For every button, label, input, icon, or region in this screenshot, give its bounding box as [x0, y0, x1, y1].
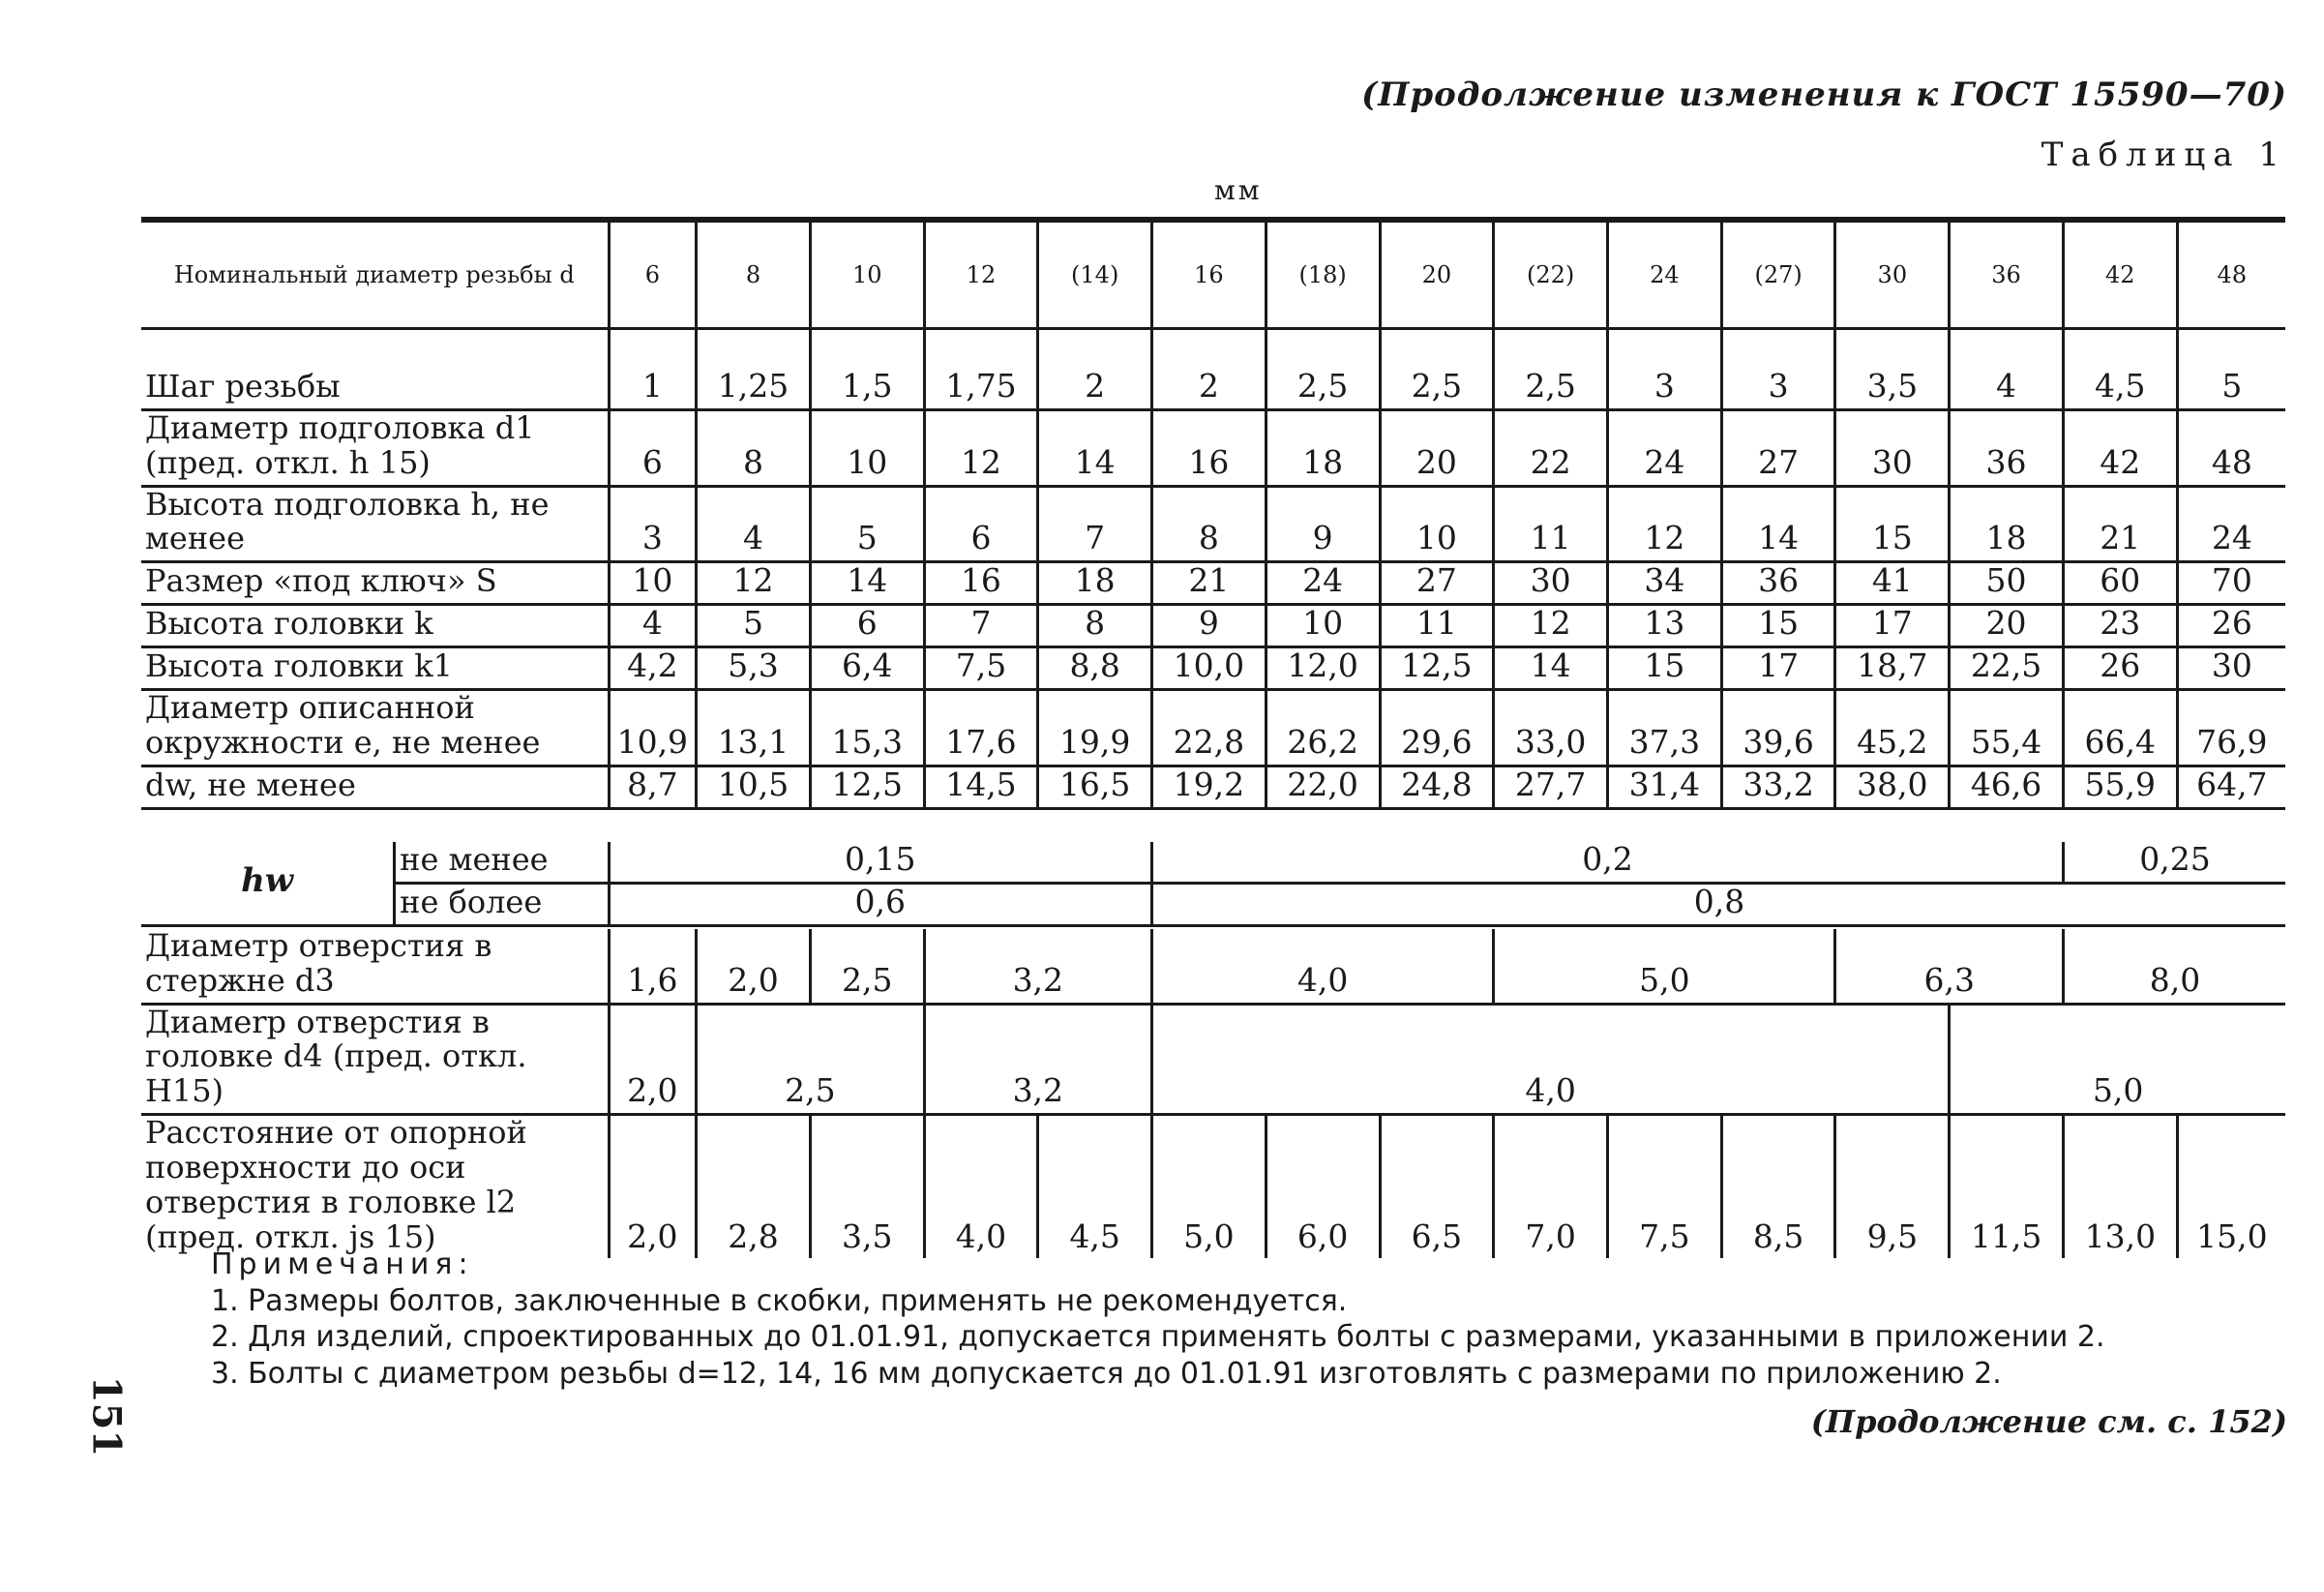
table-cell: 16,5: [1038, 766, 1152, 808]
table-cell: 14: [1721, 486, 1835, 562]
table-cell: 6,0: [1266, 1115, 1380, 1259]
table-cell: 5,0: [1152, 1115, 1266, 1259]
row-hw-max: [141, 883, 2285, 925]
table-cell: 4,5: [1038, 1115, 1152, 1259]
table-cell: 24: [1266, 562, 1380, 605]
table-cell: 24: [1607, 409, 1721, 486]
table-cell: 7,5: [924, 647, 1038, 690]
hw-max-label: не более: [395, 883, 609, 925]
table-cell: 21: [1152, 562, 1266, 605]
table-cell: 30: [1494, 562, 1608, 605]
row-head-height-k1: [141, 647, 2285, 690]
units-label: мм: [1214, 174, 1263, 206]
diameter-header: (22): [1494, 220, 1608, 329]
diameter-header: 6: [609, 220, 697, 329]
table-cell: 12,5: [810, 766, 924, 808]
table-cell: 31,4: [1607, 766, 1721, 808]
bolt-dimensions-table: [141, 217, 2285, 810]
table-cell: 76,9: [2177, 690, 2285, 766]
table-cell: 22: [1494, 409, 1608, 486]
table-cell: 13,1: [697, 690, 811, 766]
table-cell: 7,5: [1608, 1115, 1722, 1259]
table-cell: 4: [697, 486, 811, 562]
table-cell: 4,0: [924, 1115, 1038, 1259]
table-cell: 5,0: [1950, 1004, 2285, 1114]
table-cell: 17: [1721, 647, 1835, 690]
row-neck-height: [141, 486, 2285, 562]
table-cell: 0,8: [1152, 883, 2285, 925]
table-cell: 8: [1152, 486, 1266, 562]
table-cell: 34: [1607, 562, 1721, 605]
table-cell: 10: [1380, 486, 1494, 562]
table-cell: 23: [2063, 605, 2177, 647]
table-cell: 3,5: [1835, 369, 1950, 409]
diameter-header: 10: [810, 220, 924, 329]
table-cell: 8,0: [2063, 929, 2285, 1004]
table-cell: 19,2: [1152, 766, 1266, 808]
table-cell: 4,0: [1152, 929, 1494, 1004]
row-neck-diameter: [141, 409, 2285, 486]
table-cell: 5,3: [697, 647, 811, 690]
row-label: Шаг резьбы: [141, 369, 609, 409]
table-cell: 5,0: [1494, 929, 1835, 1004]
table-cell: 11,5: [1950, 1115, 2064, 1259]
table-cell: 16: [924, 562, 1038, 605]
table-cell: 4: [1950, 369, 2064, 409]
table-cell: 14,5: [924, 766, 1038, 808]
table-cell: 41: [1835, 562, 1950, 605]
row-label: Размер «под ключ» S: [141, 562, 609, 605]
row-wrench-size: [141, 562, 2285, 605]
row-label: Высота подголовка h, не менее: [141, 486, 609, 562]
table-cell: 14: [1038, 409, 1152, 486]
diameter-header: 12: [924, 220, 1038, 329]
table-cell: 17: [1835, 605, 1950, 647]
table-cell: 38,0: [1835, 766, 1950, 808]
table-cell: 2,5: [697, 1004, 924, 1114]
table-cell: 3: [1607, 369, 1721, 409]
table-label: Таблица 1: [2041, 135, 2287, 174]
table-cell: 26: [2063, 647, 2177, 690]
table-cell: 7: [924, 605, 1038, 647]
hw-table: [141, 842, 2285, 927]
table-cell: 60: [2063, 562, 2177, 605]
table-cell: 66,4: [2063, 690, 2177, 766]
table-cell: 1: [609, 369, 697, 409]
table-cell: 8,8: [1038, 647, 1152, 690]
row-circumscribed-diameter: [141, 690, 2285, 766]
diameter-header: 42: [2063, 220, 2177, 329]
table-cell: 12: [1494, 605, 1608, 647]
table-cell: 10,5: [697, 766, 811, 808]
table-cell: 6,4: [810, 647, 924, 690]
row-label: Расстояние от опорной поверхности до оси отверстия в головке l2 (пред. откл. js 15): [141, 1115, 609, 1259]
table-cell: 1,5: [810, 369, 924, 409]
table-cell: 2,0: [609, 1004, 697, 1114]
table-cell: 13: [1607, 605, 1721, 647]
row-dw: [141, 766, 2285, 808]
table-cell: 1,25: [697, 369, 811, 409]
table-cell: 4,0: [1152, 1004, 1950, 1114]
table-cell: 13,0: [2063, 1115, 2177, 1259]
table-cell: 2,0: [697, 929, 811, 1004]
table-cell: 21: [2063, 486, 2177, 562]
diameter-header: 20: [1380, 220, 1494, 329]
table-cell: 0,25: [2064, 842, 2285, 883]
table-cell: 30: [2177, 647, 2285, 690]
table-header-row: [141, 220, 2285, 329]
table-cell: 9: [1266, 486, 1380, 562]
continuation-footer: (Продолжение см. с. 152): [1810, 1403, 2287, 1440]
table-cell: 70: [2177, 562, 2285, 605]
table-cell: 20: [1380, 409, 1494, 486]
table-cell: 5: [810, 486, 924, 562]
table-cell: 11: [1494, 486, 1608, 562]
table-cell: 4: [609, 605, 697, 647]
table-cell: 1,6: [609, 929, 697, 1004]
row-d3: [141, 929, 2285, 1004]
hw-min-label: не менее: [395, 842, 609, 883]
table-cell: 18: [1038, 562, 1152, 605]
table-cell: 3,2: [924, 1004, 1151, 1114]
row-head-height-k: [141, 605, 2285, 647]
table-cell: 12: [1607, 486, 1721, 562]
table-cell: 8,5: [1721, 1115, 1835, 1259]
diameter-header: (27): [1721, 220, 1835, 329]
table-cell: 24: [2177, 486, 2285, 562]
table-cell: 16: [1152, 409, 1266, 486]
row-label: Диаметр отверстия в стержне d3: [141, 929, 609, 1004]
table-cell: 12,5: [1380, 647, 1494, 690]
table-cell: 0,15: [609, 842, 1152, 883]
table-cell: 15: [1721, 605, 1835, 647]
row-label: Высота головки k1: [141, 647, 609, 690]
table-cell: 20: [1950, 605, 2064, 647]
table-cell: 30: [1835, 409, 1950, 486]
table-cell: 6: [810, 605, 924, 647]
table-cell: 19,9: [1038, 690, 1152, 766]
table-cell: 10,0: [1152, 647, 1266, 690]
note-item: 3. Болты с диаметром резьбы d=12, 14, 16 мм допускается до 01.01.91 изготовлять с размерами по приложению 2.: [211, 1356, 2002, 1391]
table-cell: 27: [1380, 562, 1494, 605]
table-cell: 2,8: [697, 1115, 811, 1259]
table-cell: 11: [1380, 605, 1494, 647]
table-cell: 2,5: [1494, 369, 1608, 409]
diameter-header: 48: [2177, 220, 2285, 329]
table-cell: 36: [1721, 562, 1835, 605]
table-cell: 36: [1950, 409, 2064, 486]
notes-title: Примечания:: [211, 1247, 474, 1281]
table-cell: 22,0: [1266, 766, 1380, 808]
row-label: Высота головки k: [141, 605, 609, 647]
table-cell: 12,0: [1266, 647, 1380, 690]
row-label: Диаметр описанной окружности e, не менее: [141, 690, 609, 766]
page-number: 151: [83, 1375, 130, 1457]
table-cell: 0,2: [1152, 842, 2064, 883]
table-cell: 39,6: [1721, 690, 1835, 766]
table-cell: 42: [2063, 409, 2177, 486]
table-cell: 64,7: [2177, 766, 2285, 808]
table-cell: 6,5: [1380, 1115, 1494, 1259]
row-label: dw, не менее: [141, 766, 609, 808]
table-cell: 15,3: [810, 690, 924, 766]
table-cell: 2,5: [810, 929, 924, 1004]
row-d4: [141, 1004, 2285, 1114]
table-cell: 3,2: [924, 929, 1151, 1004]
diameter-header: 8: [697, 220, 811, 329]
row-hw-min: [141, 842, 2285, 883]
table-cell: 3: [609, 486, 697, 562]
table-cell: 0,6: [609, 883, 1152, 925]
table-cell: 10: [810, 409, 924, 486]
continuation-header: (Продолжение изменения к ГОСТ 15590—70): [1361, 75, 2287, 114]
table-cell: 8: [697, 409, 811, 486]
table-cell: 46,6: [1950, 766, 2064, 808]
table-cell: 15,0: [2177, 1115, 2285, 1259]
table-cell: 14: [1494, 647, 1608, 690]
table-cell: 9,5: [1835, 1115, 1950, 1259]
note-item: 1. Размеры болтов, заключенные в скобки, применять не рекомендуется.: [211, 1283, 1348, 1318]
table-cell: 26: [2177, 605, 2285, 647]
table-cell: 7: [1038, 486, 1152, 562]
table-cell: 18: [1266, 409, 1380, 486]
table-cell: 8: [1038, 605, 1152, 647]
table-cell: 4,5: [2063, 369, 2177, 409]
diameter-header: 16: [1152, 220, 1266, 329]
table-cell: 10,9: [609, 690, 697, 766]
table-cell: 27: [1721, 409, 1835, 486]
table-cell: 15: [1607, 647, 1721, 690]
table-cell: 48: [2177, 409, 2285, 486]
table-cell: 6: [609, 409, 697, 486]
table-cell: 12: [924, 409, 1038, 486]
table-cell: 10: [609, 562, 697, 605]
table-cell: 10: [1266, 605, 1380, 647]
table-cell: 55,4: [1950, 690, 2064, 766]
table-cell: 8,7: [609, 766, 697, 808]
hw-label: hw: [141, 842, 395, 925]
diameter-header: 36: [1950, 220, 2064, 329]
table-cell: 26,2: [1266, 690, 1380, 766]
table-cell: 33,2: [1721, 766, 1835, 808]
diameter-header: 30: [1835, 220, 1950, 329]
header-label: Номинальный диаметр резьбы d: [141, 220, 609, 329]
table-cell: 15: [1835, 486, 1950, 562]
table-cell: 4,2: [609, 647, 697, 690]
table-cell: 12: [697, 562, 811, 605]
notes-section: [211, 1247, 2105, 1392]
table-cell: 5: [697, 605, 811, 647]
table-cell: 45,2: [1835, 690, 1950, 766]
table-cell: 14: [810, 562, 924, 605]
table-cell: 5: [2177, 369, 2285, 409]
table-cell: 18,7: [1835, 647, 1950, 690]
table-cell: 7,0: [1494, 1115, 1608, 1259]
row-label: Диаметр подголовка d1 (пред. откл. h 15): [141, 409, 609, 486]
table-cell: 22,5: [1950, 647, 2064, 690]
diameter-header: (14): [1038, 220, 1152, 329]
header-gap-row: [141, 329, 2285, 370]
table-cell: 2,5: [1266, 369, 1380, 409]
table-cell: 50: [1950, 562, 2064, 605]
table-cell: 55,9: [2063, 766, 2177, 808]
diameter-header: (18): [1266, 220, 1380, 329]
table-cell: 27,7: [1494, 766, 1608, 808]
table-cell: 3: [1721, 369, 1835, 409]
table-cell: 37,3: [1607, 690, 1721, 766]
note-item: 2. Для изделий, спроектированных до 01.01.91, допускается применять болты с размерами, указанными в приложении 2.: [211, 1320, 2105, 1354]
table-cell: 33,0: [1494, 690, 1608, 766]
table-cell: 29,6: [1380, 690, 1494, 766]
table-cell: 1,75: [924, 369, 1038, 409]
table-cell: 17,6: [924, 690, 1038, 766]
table-cell: 2: [1152, 369, 1266, 409]
table-cell: 24,8: [1380, 766, 1494, 808]
table-cell: 2,0: [609, 1115, 697, 1259]
table-cell: 6: [924, 486, 1038, 562]
holes-table: [141, 929, 2285, 1258]
table-cell: 2: [1038, 369, 1152, 409]
table-cell: 18: [1950, 486, 2064, 562]
table-cell: 22,8: [1152, 690, 1266, 766]
row-l2: [141, 1115, 2285, 1259]
table-cell: 6,3: [1835, 929, 2063, 1004]
row-thread-pitch: [141, 369, 2285, 409]
table-cell: 3,5: [810, 1115, 924, 1259]
row-label: Диамеrр отверстия в головке d4 (пред. откл. Н15): [141, 1004, 609, 1114]
table-cell: 9: [1152, 605, 1266, 647]
table-cell: 2,5: [1380, 369, 1494, 409]
diameter-header: 24: [1607, 220, 1721, 329]
